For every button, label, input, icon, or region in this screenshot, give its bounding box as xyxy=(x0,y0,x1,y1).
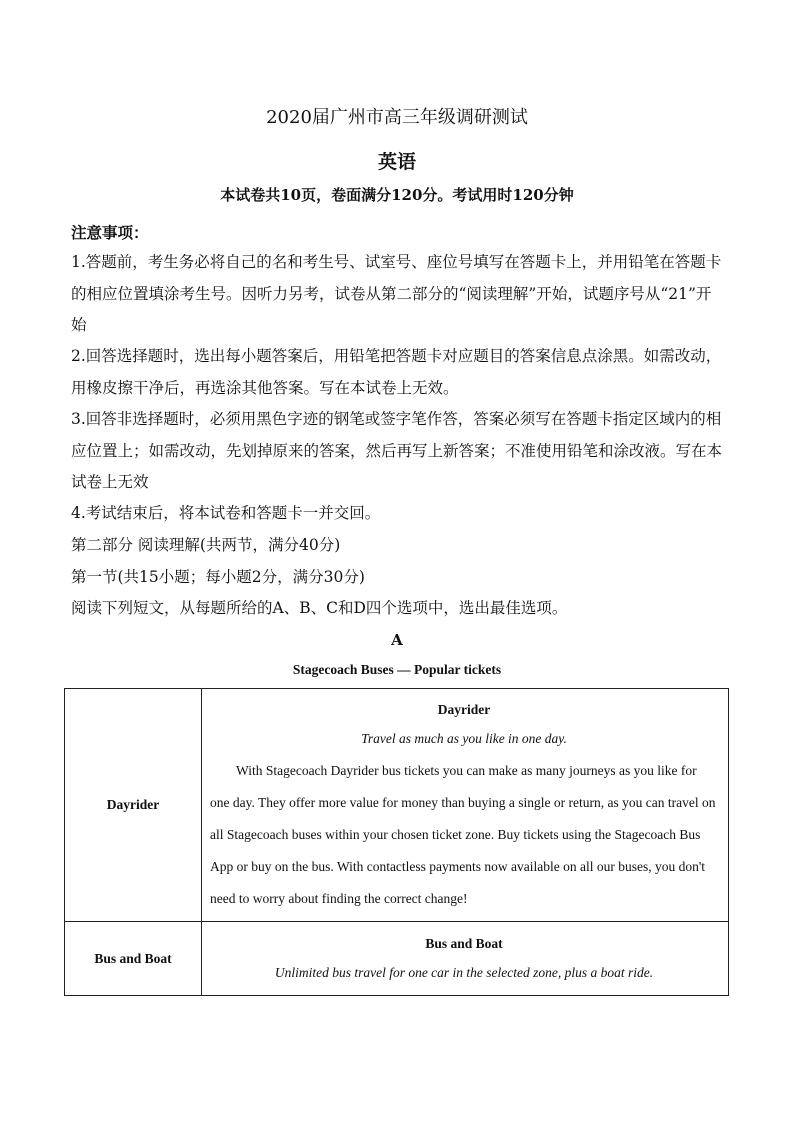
notice-heading: 注意事项： xyxy=(71,223,149,242)
ticket-name-cell: Dayrider xyxy=(65,689,202,922)
ticket-description-cell xyxy=(202,689,729,922)
ticket-body: With Stagecoach Dayrider bus tickets you can make as many journeys as you like for one day. They offer more value for money than buying a single or return, as you can travel on all Stagecoach buses within your chosen ticket zone. Buy tickets using the Stagecoach Bus App or buy on the bus. With contactless payments now available on all our buses, you don't need to worry about finding the correct change! xyxy=(210,763,716,906)
ticket-heading: Dayrider xyxy=(437,702,491,717)
notice-item-3: 3.回答非选择题时，必须用黑色字迹的钢笔或签字笔作答，答案必须写在答题卡指定区域内的相应位置上；如需改动，先划掉原来的答案，然后再写上新答案；不准使用铅笔和涂改液。写在本试卷上无效 xyxy=(71,410,723,491)
instruction-text: 阅读下列短文，从每题所给的A、B、C和D四个选项中，选出最佳选项。 xyxy=(71,599,568,617)
ticket-description-cell xyxy=(202,922,729,996)
table-row xyxy=(65,922,729,996)
exam-info: 本试卷共10页，卷面满分120分。考试用时120分钟 xyxy=(220,186,574,204)
table-row xyxy=(65,689,729,922)
subject-title: 英语 xyxy=(377,151,416,173)
subsection-title: 第一节(共15小题；每小题2分，满分30分) xyxy=(71,568,365,586)
passage-letter: A xyxy=(391,631,403,649)
part-title: 第二部分 阅读理解(共两节，满分40分) xyxy=(71,536,341,554)
notice-item-4: 4.考试结束后，将本试卷和答题卡一并交回。 xyxy=(71,504,381,522)
exam-title: 2020届广州市高三年级调研测试 xyxy=(266,107,528,128)
ticket-tagline: Travel as much as you like in one day. xyxy=(361,731,567,746)
tickets-table xyxy=(64,688,729,996)
notice-item-1: 1.答题前，考生务必将自己的名和考生号、试室号、座位号填写在答题卡上，并用铅笔在答题卡的相应位置填涂考生号。因听力另考，试卷从第二部分的“阅读理解”开始，试题序号从“21”开始 xyxy=(71,253,722,334)
ticket-name-cell: Bus and Boat xyxy=(65,922,202,996)
notice-item-2: 2.回答选择题时，选出每小题答案后，用铅笔把答题卡对应题目的答案信息点涂黑。如需改动，用橡皮擦干净后，再选涂其他答案。写在本试卷上无效。 xyxy=(71,347,722,397)
ticket-heading: Bus and Boat xyxy=(425,935,503,951)
passage-caption: Stagecoach Buses — Popular tickets xyxy=(292,662,502,677)
ticket-tagline: Unlimited bus travel for one car in the selected zone, plus a boat ride. xyxy=(274,964,654,980)
